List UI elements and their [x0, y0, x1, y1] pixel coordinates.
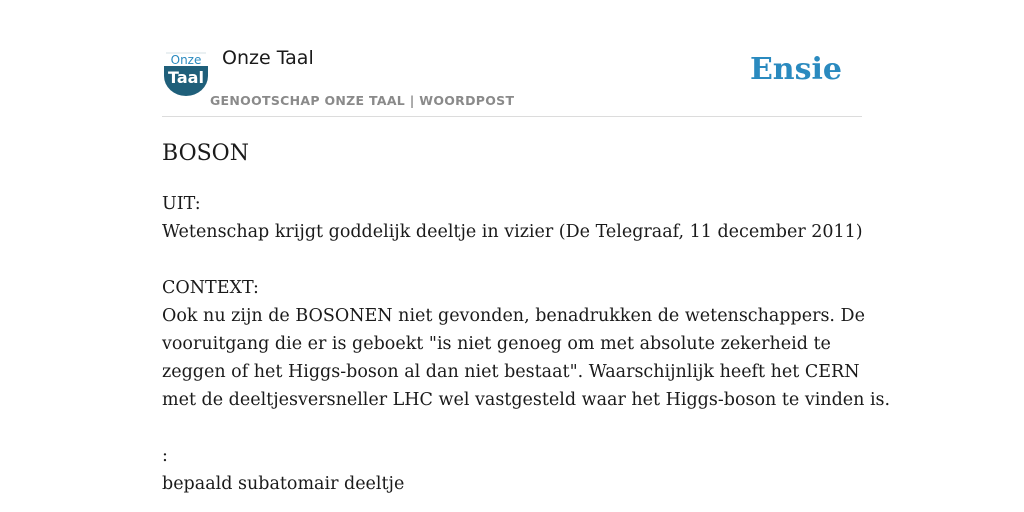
entry-content — [162, 138, 891, 498]
site-name[interactable]: Onze Taal — [222, 47, 314, 69]
spacer — [162, 414, 882, 442]
uit-label: UIT: — [162, 194, 201, 214]
ensie-logo[interactable]: Ensie — [749, 52, 842, 87]
context-line: Ook nu zijn de BOSONEN niet gevonden, benadrukken de wetenschappers. De — [162, 306, 865, 326]
spacer — [162, 246, 882, 274]
uit-text: Wetenschap krijgt goddelijk deeltje in vizier (De Telegraaf, 11 december 2011) — [162, 222, 863, 242]
entry-title: BOSON — [162, 141, 249, 166]
definition-label: : — [162, 446, 168, 466]
onze-taal-logo[interactable] — [162, 50, 210, 96]
logo-bottom-text: Taal — [168, 68, 204, 87]
context-line: met de deeltjesversneller LHC wel vastgesteld waar het Higgs-boson te vinden is. — [162, 390, 891, 410]
logo-top-text: Onze — [170, 53, 202, 67]
context-line: zeggen of het Higgs-boson al dan niet bestaat". Waarschijnlijk heeft het CERN — [162, 362, 860, 382]
site-subtitle: GENOOTSCHAP ONZE TAAL | WOORDPOST — [210, 93, 515, 108]
context-line: vooruitgang die er is geboekt "is niet genoeg om met absolute zekerheid te — [162, 334, 831, 354]
site-header — [162, 40, 862, 117]
context-label: CONTEXT: — [162, 278, 259, 298]
definition-text: bepaald subatomair deeltje — [162, 474, 405, 494]
entry-body — [162, 190, 891, 498]
